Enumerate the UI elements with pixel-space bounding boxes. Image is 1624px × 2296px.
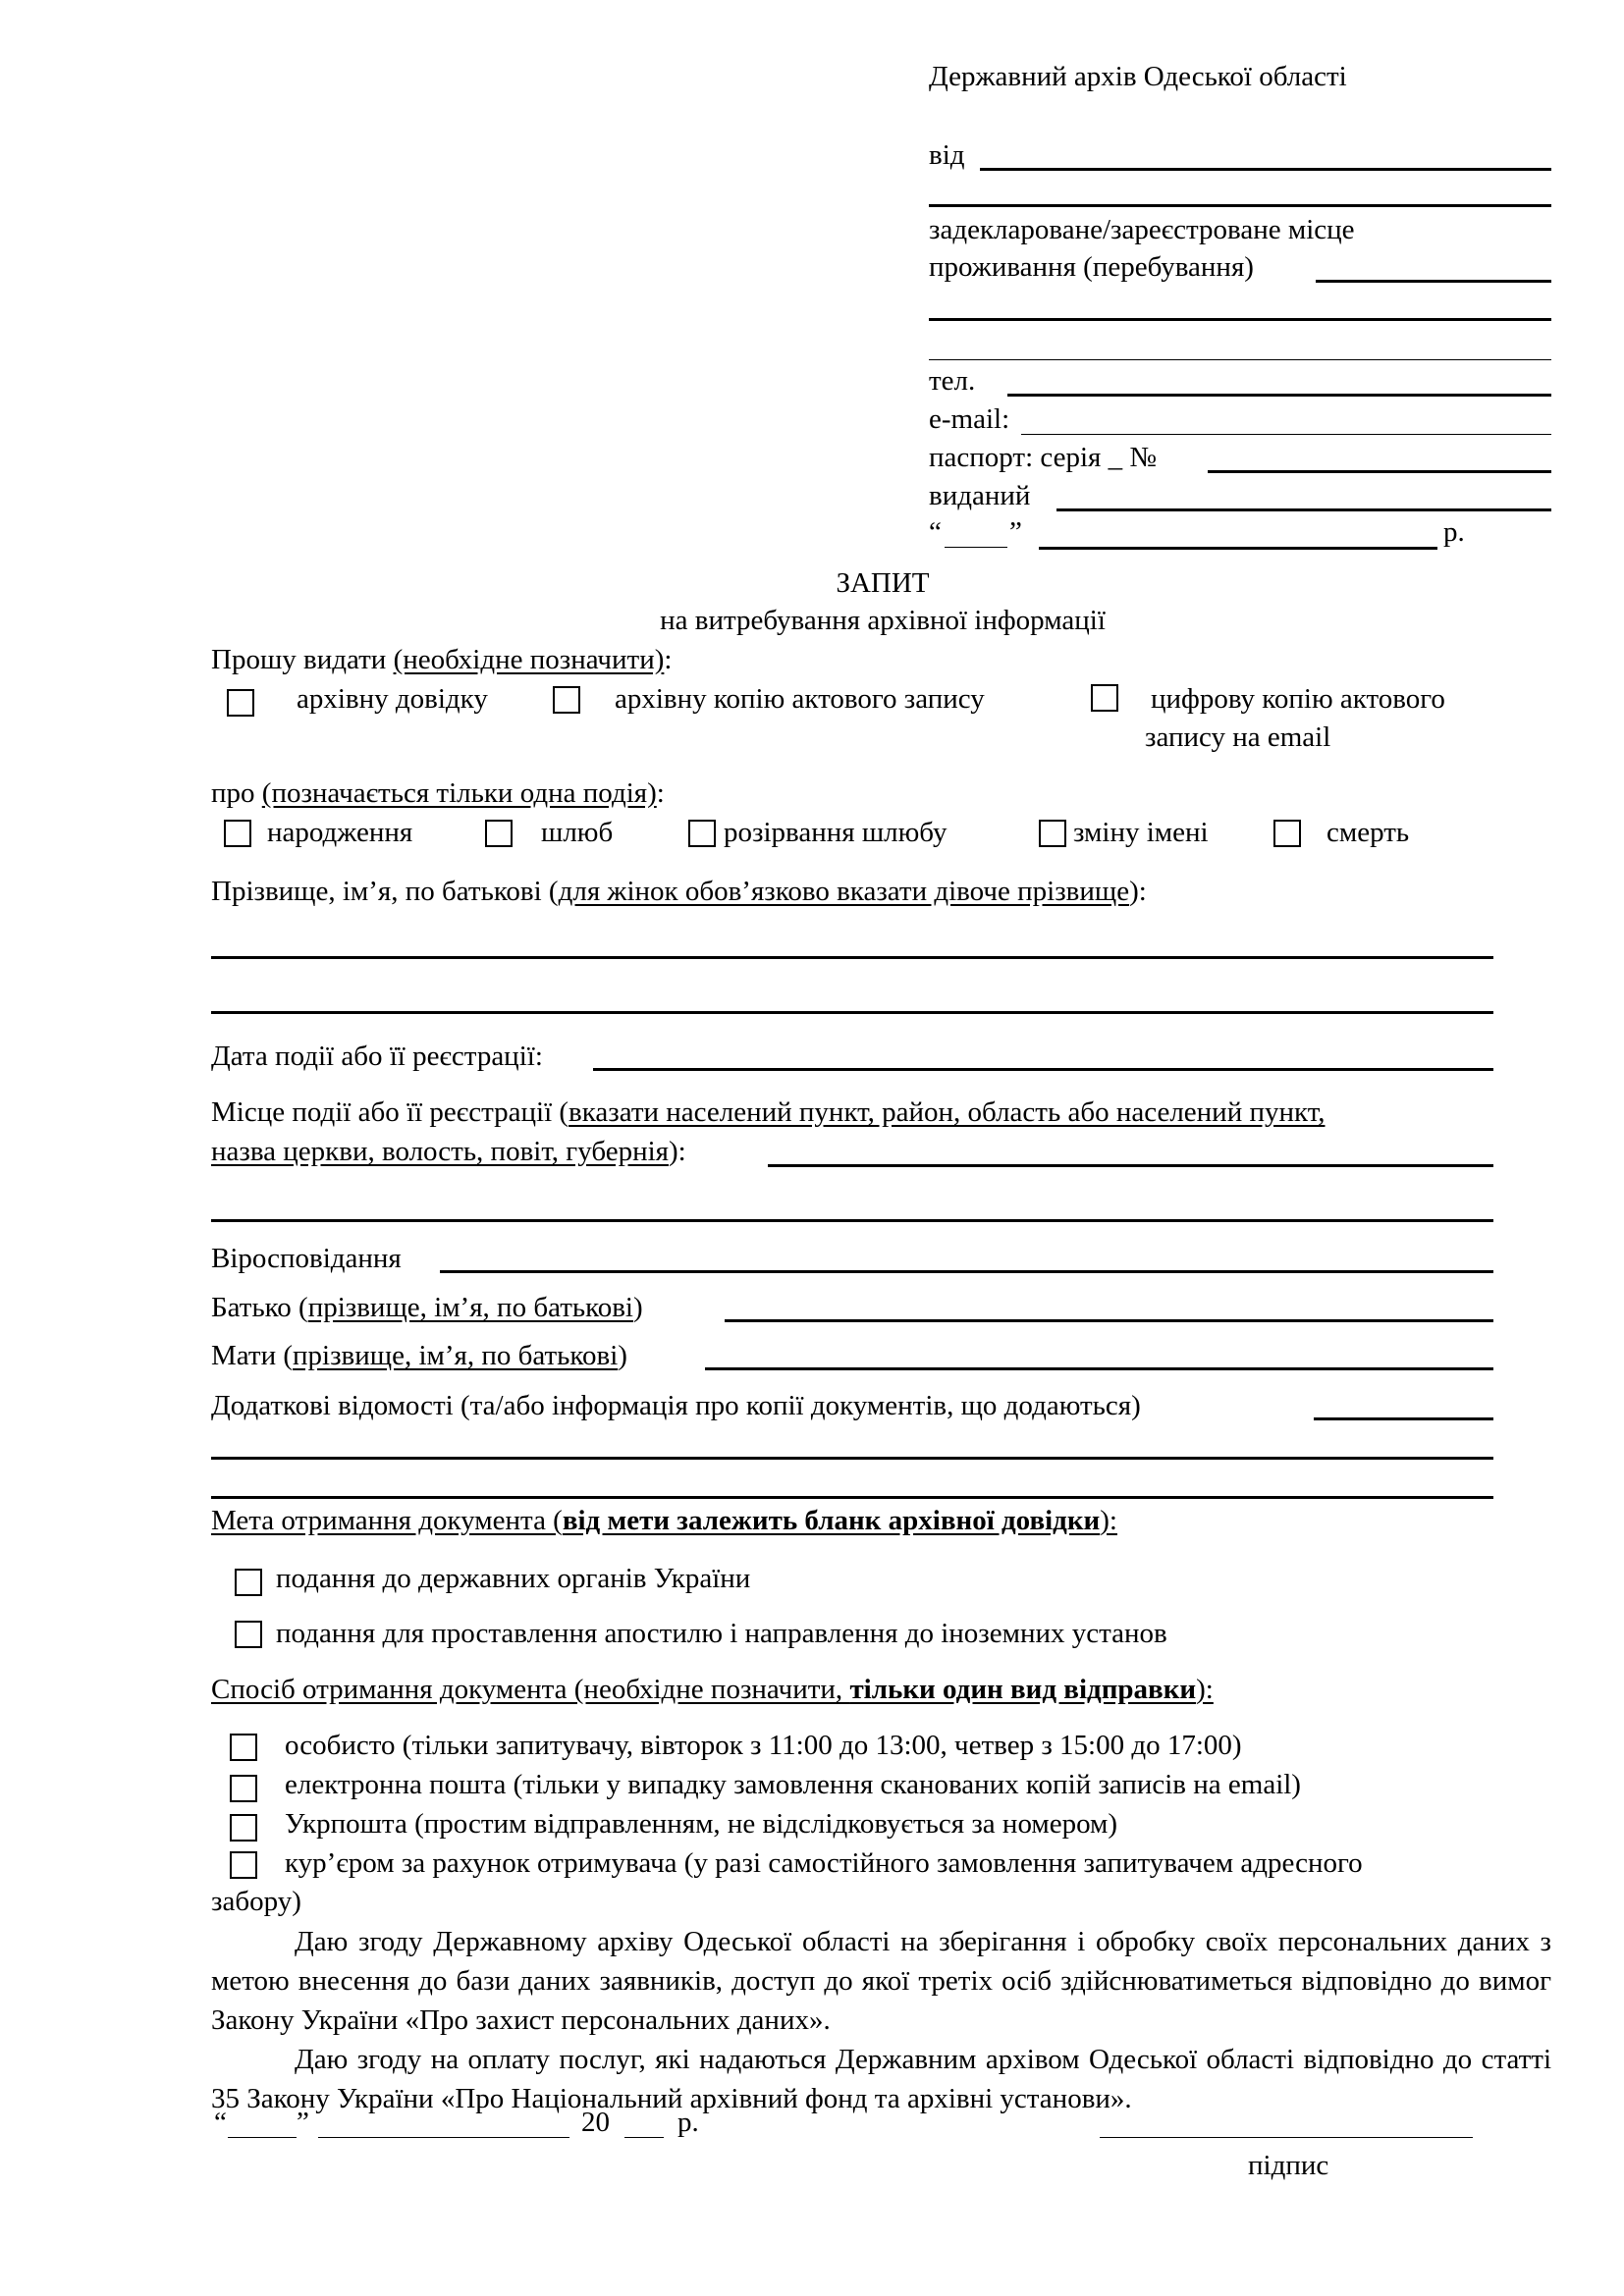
- residence-field-line-3[interactable]: [929, 359, 1551, 360]
- footer-month-field[interactable]: [318, 2137, 569, 2138]
- footer-year-field[interactable]: [624, 2137, 664, 2138]
- footer-year-prefix: 20: [581, 2107, 610, 2138]
- mother-label: [211, 1340, 627, 1372]
- event-date-field[interactable]: [593, 1068, 1493, 1071]
- request-intro-note: (необхідне позначити): [393, 644, 665, 675]
- passport-number-field[interactable]: [1208, 470, 1551, 473]
- event-place-label-text: Місце події або її реєстрації (: [211, 1096, 569, 1128]
- request-intro: [211, 644, 672, 676]
- additional-info-field-line-2[interactable]: [211, 1457, 1493, 1460]
- footer-year-suffix: р.: [677, 2107, 699, 2138]
- issued-label: виданий: [929, 480, 1031, 511]
- from-label: від: [929, 139, 965, 171]
- event-place-label: [211, 1096, 1325, 1129]
- from-field-line-2[interactable]: [929, 204, 1551, 207]
- checkbox-marriage[interactable]: [485, 820, 513, 847]
- option-marriage: шлюб: [541, 817, 614, 848]
- checkbox-birth[interactable]: [224, 820, 251, 847]
- checkbox-purpose-apostille[interactable]: [235, 1621, 262, 1648]
- event-place-label-line-2: [211, 1136, 686, 1168]
- checkbox-archive-certificate[interactable]: [227, 689, 254, 717]
- fullname-field-line-1[interactable]: [211, 956, 1493, 959]
- event-date-label: Дата події або її реєстрації:: [211, 1041, 543, 1072]
- delivery-label-text: Спосіб отримання документа (необхідне позначити,: [211, 1674, 850, 1705]
- request-intro-text: Прошу видати: [211, 644, 394, 675]
- issued-day-field[interactable]: [945, 547, 1007, 548]
- event-place-note-2: назва церкви, волость, повіт, губернія: [211, 1136, 669, 1167]
- option-name-change: зміну імені: [1073, 817, 1209, 848]
- request-intro-colon: :: [664, 644, 673, 675]
- option-purpose-apostille: подання для проставлення апостилю і направлення до іноземних установ: [276, 1618, 1167, 1649]
- fullname-label-close: ):: [1129, 876, 1147, 907]
- email-field[interactable]: [1021, 434, 1551, 435]
- phone-field[interactable]: [1007, 394, 1551, 397]
- religion-field[interactable]: [440, 1270, 1493, 1273]
- issued-field[interactable]: [1056, 508, 1551, 511]
- additional-info-field[interactable]: [1314, 1417, 1493, 1420]
- event-intro: [211, 777, 665, 810]
- delivery-label-close: ):: [1196, 1674, 1214, 1705]
- archive-name: Державний архів Одеської області: [929, 61, 1347, 92]
- issued-month-field[interactable]: [1039, 547, 1437, 550]
- father-label-text: Батько (: [211, 1292, 308, 1323]
- document-title: ЗАПИТ: [836, 567, 930, 599]
- checkbox-delivery-personal[interactable]: [230, 1734, 257, 1761]
- option-divorce: розірвання шлюбу: [724, 817, 947, 848]
- purpose-label-text: Мета отримання документа (: [211, 1505, 563, 1536]
- event-intro-text: про: [211, 777, 262, 809]
- purpose-label-close: ):: [1100, 1505, 1117, 1536]
- mother-field[interactable]: [705, 1367, 1493, 1370]
- consent-personal-data: Даю згоду Державному архіву Одеської області на зберігання і обробку своїх персональних даних з метою внесення до бази даних заявників, доступ до якої третіх осіб здійснюватиметься відповідно до вимог Закону України «Про захист персональних даних».: [211, 1926, 1551, 2036]
- option-archive-certificate: архівну довідку: [297, 683, 488, 715]
- option-digital-copy-line-1: цифрову копію актового: [1151, 683, 1445, 715]
- issued-date-close-quote: ”: [1009, 516, 1022, 548]
- option-delivery-personal: особисто (тільки запитувачу, вівторок з 11:00 до 13:00, четвер з 15:00 до 17:00): [285, 1730, 1242, 1761]
- father-note: прізвище, ім’я, по батькові: [307, 1292, 633, 1323]
- option-delivery-ukrposhta: Укрпошта (простим відправленням, не відслідковується за номером): [285, 1808, 1118, 1840]
- event-intro-colon: :: [656, 777, 665, 809]
- residence-field[interactable]: [1316, 280, 1551, 283]
- additional-info-field-line-3[interactable]: [211, 1496, 1493, 1499]
- event-place-field-line-2[interactable]: [211, 1219, 1493, 1222]
- option-purpose-ukraine: подання до державних органів України: [276, 1563, 751, 1594]
- from-field[interactable]: [980, 168, 1551, 171]
- passport-label: паспорт: серія _ №: [929, 442, 1158, 473]
- footer-day-field[interactable]: [228, 2137, 297, 2138]
- purpose-label-bold: від мети залежить бланк архівної довідки: [562, 1505, 1101, 1536]
- checkbox-delivery-ukrposhta[interactable]: [230, 1814, 257, 1842]
- checkbox-archive-copy[interactable]: [553, 686, 580, 714]
- event-place-field[interactable]: [768, 1164, 1493, 1167]
- fullname-label-text: Прізвище, ім’я, по батькові (: [211, 876, 559, 907]
- fullname-label: [211, 876, 1147, 908]
- residence-field-line-2[interactable]: [929, 318, 1551, 321]
- mother-label-close: ): [618, 1340, 627, 1371]
- checkbox-purpose-ukraine[interactable]: [235, 1569, 262, 1596]
- signature-field[interactable]: [1100, 2137, 1473, 2138]
- fullname-note: для жінок обов’язково вказати дівоче прізвище: [558, 876, 1130, 907]
- document-subtitle: на витребування архівної інформації: [660, 605, 1106, 636]
- checkbox-divorce[interactable]: [688, 820, 716, 847]
- email-label: e-mail:: [929, 403, 1010, 435]
- event-place-label-close: ):: [668, 1136, 686, 1167]
- additional-info-label: Додаткові відомості (та/або інформація про копії документів, що додаються): [211, 1390, 1141, 1421]
- mother-label-text: Мати (: [211, 1340, 294, 1371]
- signature-label: підпис: [1248, 2150, 1329, 2181]
- checkbox-death[interactable]: [1273, 820, 1301, 847]
- checkbox-delivery-email[interactable]: [230, 1775, 257, 1802]
- option-death: смерть: [1326, 817, 1410, 848]
- checkbox-digital-copy[interactable]: [1091, 684, 1118, 712]
- father-label-close: ): [632, 1292, 643, 1323]
- option-birth: народження: [267, 817, 413, 848]
- father-field[interactable]: [725, 1319, 1493, 1322]
- delivery-label: [211, 1674, 1214, 1706]
- residence-label-2: проживання (перебування): [929, 251, 1254, 283]
- delivery-label-bold: тільки один вид відправки: [849, 1674, 1197, 1705]
- checkbox-delivery-courier[interactable]: [230, 1851, 257, 1879]
- event-place-note-1: вказати населений пункт, район, область або населений пункт,: [568, 1096, 1326, 1128]
- consent-payment: Даю згоду на оплату послуг, які надаються Державним архівом Одеської області відповідно до статті 35 Закону України «Про Національний архівний фонд та архівні установи».: [211, 2044, 1551, 2114]
- phone-label: тел.: [929, 365, 976, 397]
- footer-date-open-quote: “: [214, 2107, 227, 2138]
- checkbox-name-change[interactable]: [1039, 820, 1066, 847]
- father-label: [211, 1292, 643, 1324]
- option-delivery-courier-line-1: кур’єром за рахунок отримувача (у разі самостійного замовлення запитувачем адресного: [285, 1847, 1363, 1879]
- option-archive-copy: архівну копію актового запису: [615, 683, 985, 715]
- footer-date-close-quote: ”: [297, 2107, 309, 2138]
- issued-year-suffix: р.: [1443, 516, 1465, 548]
- issued-date-open-quote: “: [929, 516, 942, 548]
- option-digital-copy-line-2: запису на email: [1145, 721, 1331, 753]
- option-delivery-courier-line-2: забору): [211, 1886, 301, 1917]
- event-intro-note: (позначається тільки одна подія): [261, 777, 657, 809]
- purpose-label: [211, 1505, 1117, 1537]
- religion-label: Віросповідання: [211, 1243, 402, 1274]
- mother-note: прізвище, ім’я, по батькові: [293, 1340, 619, 1371]
- fullname-field-line-2[interactable]: [211, 1011, 1493, 1014]
- residence-label-1: задеклароване/зареєстроване місце: [929, 214, 1355, 245]
- option-delivery-email: електронна пошта (тільки у випадку замовлення сканованих копій записів на email): [285, 1769, 1301, 1800]
